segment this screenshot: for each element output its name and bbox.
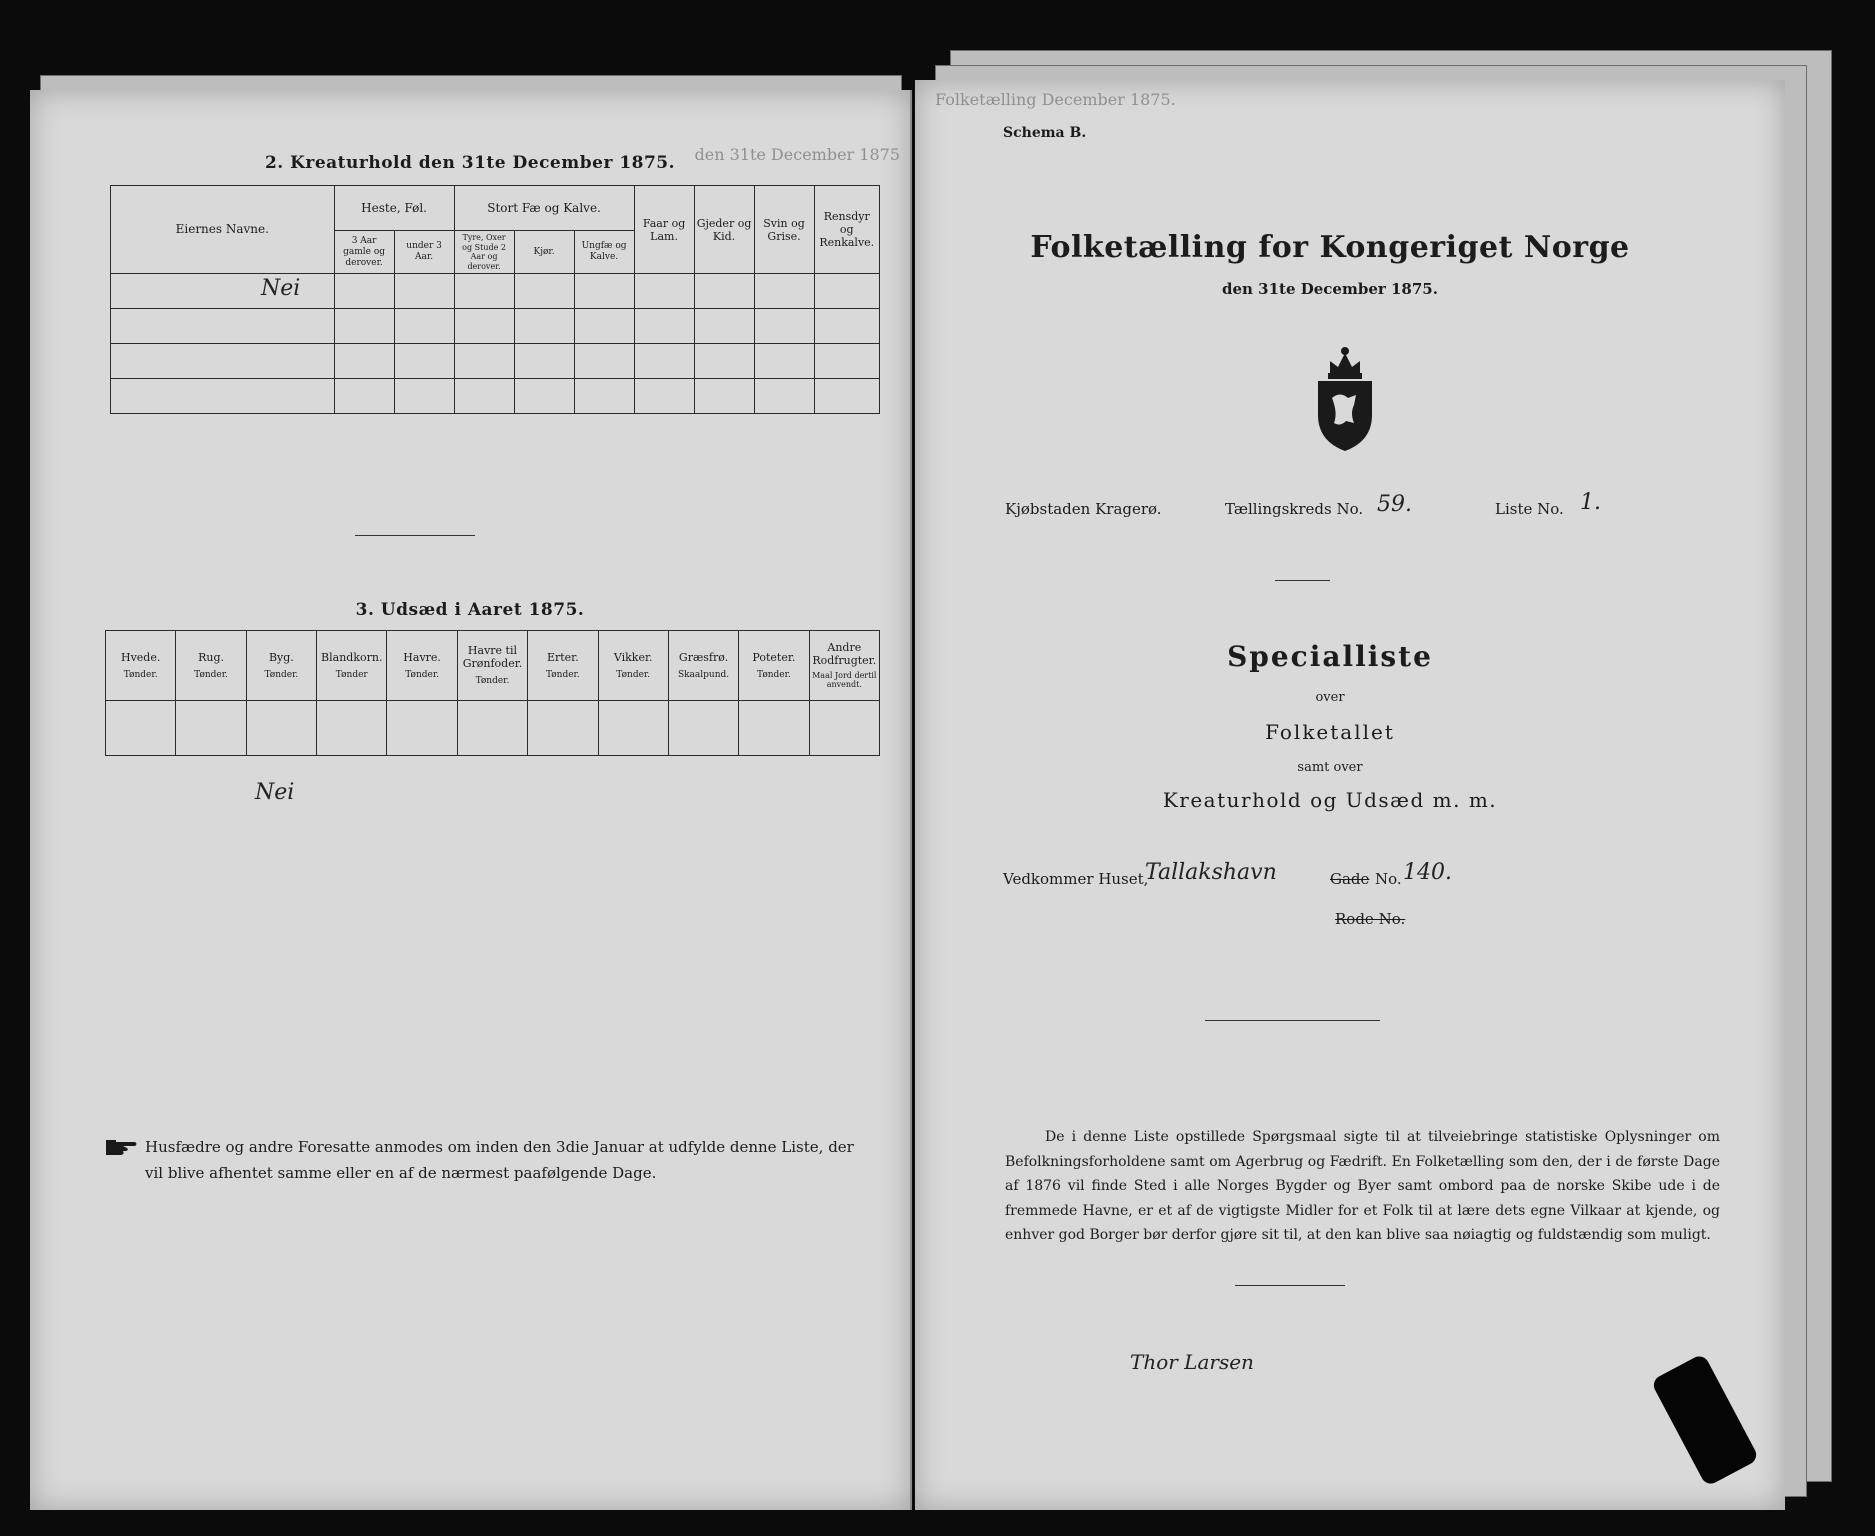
col-name: Havre. [403, 650, 441, 664]
col-unit: Tønder [335, 669, 368, 680]
header-faar: Faar og Lam. [634, 186, 694, 274]
schema-label: Schema B. [1003, 125, 1087, 141]
header-ungfae: Ungfæ og Kalve. [574, 231, 634, 274]
col-unit: Maal Jord dertil anvendt. [812, 670, 877, 690]
col-name: Erter. [546, 650, 579, 664]
col-unit: Tønder. [475, 676, 510, 687]
page-title: Folketælling for Kongeriget Norge [1030, 230, 1630, 265]
gade-label: Gade [1330, 870, 1370, 888]
col-name: Hvede. [120, 650, 161, 664]
col-name: Rug. [198, 650, 224, 664]
header-graesfro [668, 631, 738, 701]
col-unit: Tønder. [194, 669, 228, 680]
section-3-title: 3. Udsæd i Aaret 1875. [355, 600, 585, 620]
header-andre-rodfrugter [809, 631, 879, 701]
rode-label: Rode No. [1335, 910, 1406, 928]
header-owner: Eiernes Navne. [111, 186, 335, 274]
col-unit: Tønder. [616, 669, 651, 680]
header-stort-fae: Stort Fæ og Kalve. [454, 186, 634, 231]
gade-no-label: No. [1375, 870, 1402, 888]
col-unit: Tønder. [123, 669, 158, 680]
kreaturhold-heading: Kreaturhold og Udsæd m. m. [1162, 788, 1498, 812]
sowing-entry: Nei [255, 780, 295, 805]
header-hvede [106, 631, 176, 701]
right-page [915, 80, 1785, 1510]
right-ghost-header: Folketælling December 1875. [935, 90, 1176, 109]
col-name: Blandkorn. [321, 650, 383, 664]
pointing-hand-icon [105, 1136, 139, 1158]
header-erter [528, 631, 598, 701]
kjobstad-label: Kjøbstaden Kragerø. [1005, 500, 1162, 518]
table-row [111, 309, 880, 344]
house-name: Tallakshavn [1145, 860, 1277, 885]
header-gjeder: Gjeder og Kid. [694, 186, 754, 274]
divider-rule [1275, 580, 1330, 581]
left-page [30, 90, 912, 1510]
section-2-title: 2. Kreaturhold den 31te December 1875. [264, 153, 676, 173]
col-name: Byg. [268, 650, 294, 664]
table-row [111, 379, 880, 414]
col-name: Poteter. [752, 650, 796, 664]
samt-over-text: samt over [1297, 760, 1363, 775]
header-blandkorn [317, 631, 387, 701]
header-vikker [598, 631, 668, 701]
header-poteter [739, 631, 809, 701]
col-unit: Tønder. [545, 669, 580, 680]
header-rug [176, 631, 246, 701]
gade-no-value: 140. [1403, 860, 1452, 885]
header-rensdyr: Rensdyr og Renkalve. [814, 186, 879, 274]
specialliste-heading: Specialliste [1227, 640, 1433, 673]
col-name: Græsfrø. [678, 650, 729, 664]
sowing-table [105, 630, 880, 756]
over-text: over [1315, 690, 1345, 705]
header-heste-under3: under 3 Aar. [394, 231, 454, 274]
livestock-entry: Nei [261, 276, 301, 302]
left-ghost-header: den 31te December 1875 [694, 145, 900, 164]
livestock-table [110, 185, 880, 414]
coat-of-arms-icon [1310, 343, 1380, 453]
kreds-value: 59. [1377, 492, 1412, 517]
divider-rule [1235, 1285, 1345, 1286]
folketallet-heading: Folketallet [1265, 720, 1395, 744]
table-row [111, 274, 880, 309]
header-tyre: Tyre, Oxer og Stude 2 Aar og derover. [454, 231, 514, 274]
header-havre [387, 631, 457, 701]
header-byg [246, 631, 316, 701]
table-row [106, 701, 880, 756]
liste-value: 1. [1580, 490, 1601, 515]
intro-paragraph: De i denne Liste opstillede Spørgsmaal sigte til at tilveiebringe statistiske Oplysninger om Befolkningsforholdene samt om Agerbrug og Fædrift. En Folketælling som den, der i de første Dage af 1876 vil finde Sted i alle Norges Bygder og Byer samt ombord paa de norske Skibe ude i de fremmede Havne, er et af de vigtigste Midler for et Folk til at lære dets egne Vilkaar at kjende, og enhver god Borger bør derfor gjøre sit til, at den kan blive saa nøiagtig og fuldstændig som muligt. [1005, 1129, 1720, 1243]
divider-rule [1205, 1020, 1380, 1021]
title-date: den 31te December 1875. [1222, 280, 1438, 298]
header-svin: Svin og Grise. [754, 186, 814, 274]
col-unit: Tønder. [757, 669, 791, 680]
col-unit: Skaalpund. [677, 669, 730, 680]
col-name: Andre Rodfrugter. [812, 641, 877, 668]
liste-label: Liste No. [1495, 500, 1564, 518]
header-kjor: Kjør. [514, 231, 574, 274]
col-name: Havre til Grønfoder. [462, 643, 523, 671]
col-name: Vikker. [613, 650, 653, 664]
header-heste-3aar: 3 Aar gamle og derover. [334, 231, 394, 274]
col-unit: Tønder. [405, 669, 439, 680]
header-heste: Heste, Føl. [334, 186, 454, 231]
col-unit: Tønder. [264, 669, 299, 680]
enumerator-signature: Thor Larsen [1130, 1350, 1254, 1374]
vedkommer-label: Vedkommer Huset, [1003, 870, 1149, 888]
table-row [111, 344, 880, 379]
household-notice: Husfædre og andre Foresatte anmodes om inden den 3die Januar at udfylde denne Liste, der vil blive afhentet samme eller en af de nærmest paafølgende Dage. [145, 1138, 854, 1182]
kreds-label: Tællingskreds No. [1225, 500, 1364, 518]
divider-rule [355, 535, 475, 536]
header-havre-gronfoder [457, 631, 527, 701]
